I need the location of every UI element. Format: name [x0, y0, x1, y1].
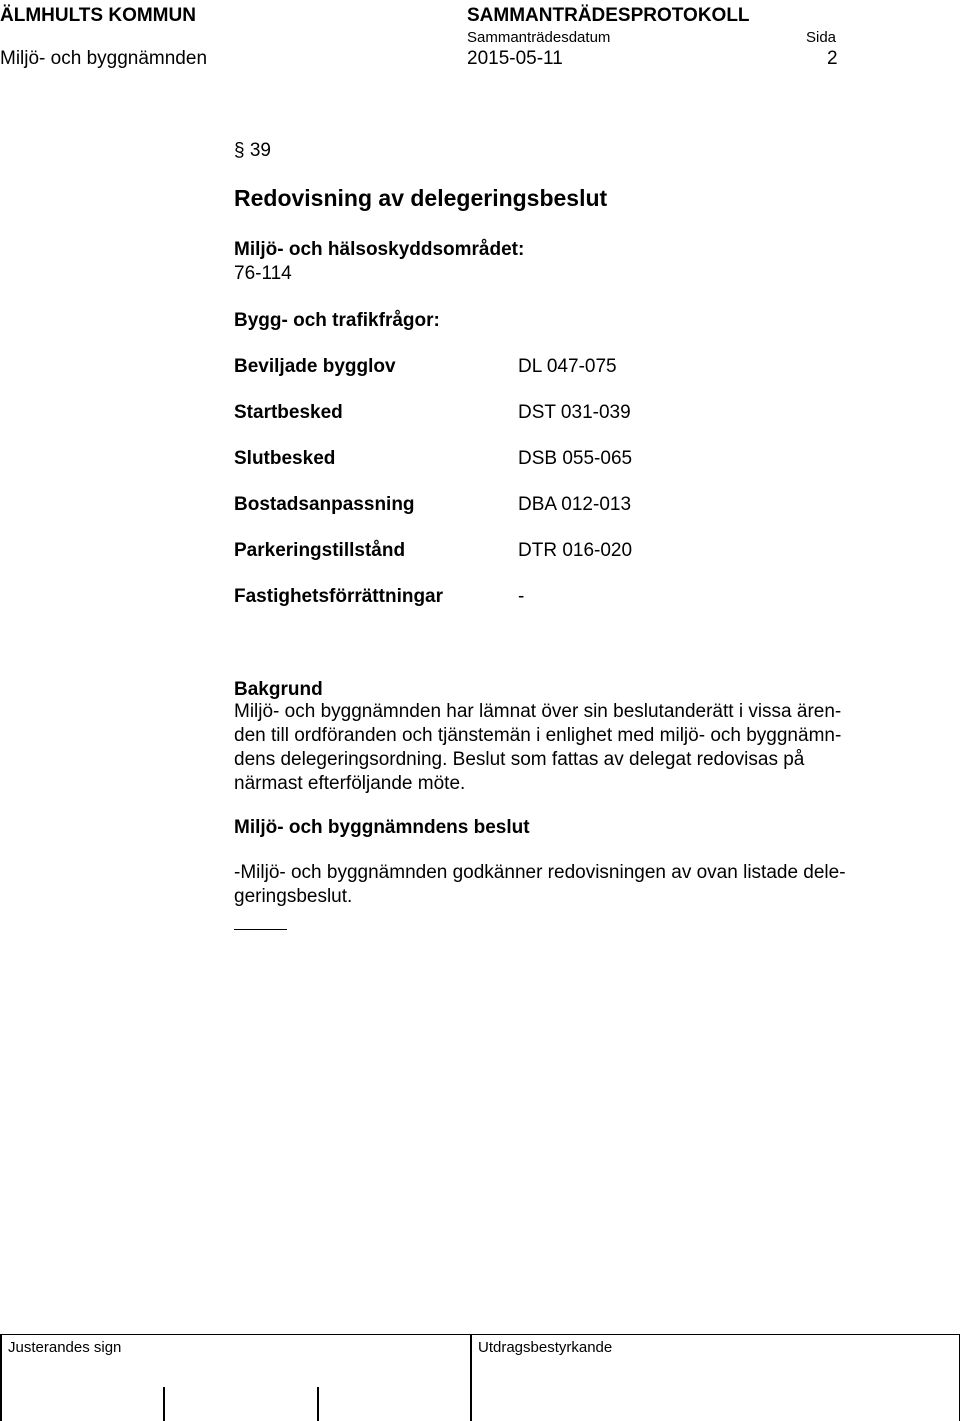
table-row: [234, 540, 633, 562]
committee-name: Miljö- och byggnämnden: [0, 48, 208, 69]
sign-label: Justerandes sign: [8, 1339, 122, 1356]
row-code: DST 031-039: [518, 402, 631, 423]
table-row: [234, 448, 633, 470]
org-name: ÄLMHULTS KOMMUN: [0, 5, 196, 26]
table-row: [234, 586, 525, 608]
page-number: 2: [827, 48, 838, 69]
date-label: Sammanträdesdatum: [467, 29, 611, 46]
background-heading: Bakgrund: [234, 679, 323, 700]
footer-divider: [0, 1335, 2, 1421]
env-health-heading: Miljö- och hälsoskyddsområdet:: [234, 239, 525, 260]
page-label: Sida: [806, 29, 837, 46]
signature-footer: [0, 1334, 960, 1421]
row-label: Slutbesked: [234, 448, 336, 469]
row-code: DSB 055-065: [518, 448, 633, 469]
building-heading: Bygg- och trafikfrågor:: [234, 310, 440, 331]
background-line: Miljö- och byggnämnden har lämnat över sin beslutanderätt i vissa ären-: [234, 701, 842, 722]
signature-box-divider: [317, 1387, 319, 1421]
section-title: Redovisning av delegeringsbeslut: [234, 185, 608, 211]
row-code: DL 047-075: [518, 356, 617, 377]
background-line: den till ordföranden och tjänstemän i enlighet med miljö- och byggnämn-: [234, 725, 842, 746]
table-row: [234, 402, 631, 424]
row-label: Fastighetsförrättningar: [234, 586, 444, 607]
table-row: [234, 494, 632, 516]
row-code: DBA 012-013: [518, 494, 632, 515]
decision-line: -Miljö- och byggnämnden godkänner redovisningen av ovan listade dele-: [234, 862, 846, 883]
section-number: 39: [249, 140, 271, 161]
footer-divider: [470, 1335, 472, 1421]
decision-heading: Miljö- och byggnämndens beslut: [234, 817, 530, 838]
row-code: -: [518, 586, 525, 607]
cert-label: Utdragsbestyrkande: [478, 1339, 613, 1356]
table-row: [234, 356, 617, 378]
section-symbol: §: [234, 140, 245, 161]
background-line: närmast efterföljande möte.: [234, 773, 466, 794]
meeting-date: 2015-05-11: [467, 48, 563, 69]
row-label: Startbesked: [234, 402, 343, 423]
decision-line: geringsbeslut.: [234, 886, 353, 907]
document-type: SAMMANTRÄDESPROTOKOLL: [467, 5, 750, 26]
row-label: Bostadsanpassning: [234, 494, 415, 515]
background-line: dens delegeringsordning. Beslut som fattas av delegat redovisas på: [234, 749, 805, 770]
row-label: Beviljade bygglov: [234, 356, 396, 377]
section-heading: [234, 140, 271, 162]
row-label: Parkeringstillstånd: [234, 540, 406, 561]
env-health-range: 76-114: [234, 263, 292, 284]
end-rule: [234, 929, 287, 930]
row-code: DTR 016-020: [518, 540, 633, 561]
signature-box-divider: [163, 1387, 165, 1421]
